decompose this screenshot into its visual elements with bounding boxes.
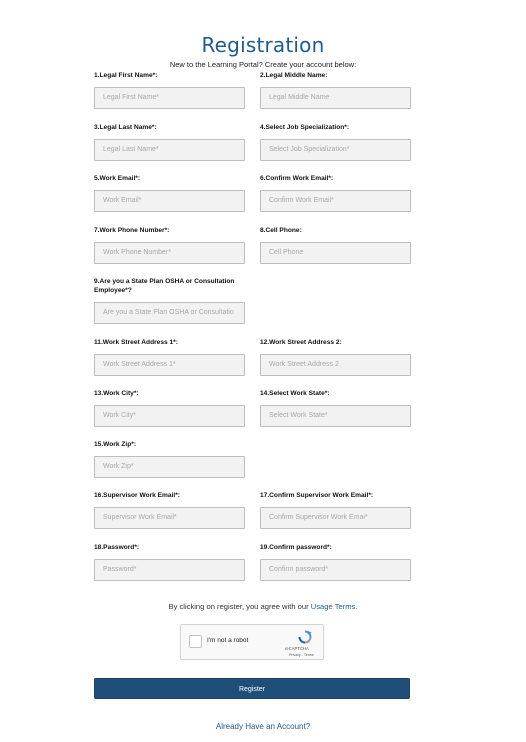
work-city-label: 13.Work City*:	[94, 390, 139, 397]
work-city-input[interactable]: Work City*	[94, 405, 245, 427]
work-state-label: 14.Select Work State*:	[260, 390, 330, 397]
already-have-account-link[interactable]: Already Have an Account?	[215, 722, 311, 731]
terms-notice	[0, 602, 526, 611]
street-address-2-label: 12.Work Street Address 2:	[260, 339, 342, 346]
register-button[interactable]: Register	[94, 678, 410, 699]
legal-last-name-input[interactable]: Legal Last Name*	[94, 139, 245, 161]
recaptcha-logo-icon	[297, 630, 313, 644]
recaptcha-privacy-terms[interactable]: Privacy - Terms	[289, 653, 314, 657]
osha-employee-select[interactable]: Are you a State Plan OSHA or Consultatio	[94, 302, 245, 324]
work-email-label: 5.Work Email*:	[94, 175, 141, 182]
recaptcha-checkbox[interactable]	[189, 635, 202, 648]
legal-middle-name-input[interactable]: Legal Middle Name	[260, 87, 411, 109]
cell-phone-label: 8.Cell Phone:	[260, 227, 302, 234]
terms-prefix: By clicking on register, you agree with our	[168, 602, 309, 611]
cell-phone-input[interactable]: Cell Phone	[260, 242, 411, 264]
confirm-work-email-label: 6.Confirm Work Email*:	[260, 175, 334, 182]
osha-employee-label-line1: 9.Are you a State Plan OSHA or Consultation	[94, 278, 235, 285]
street-address-1-input[interactable]: Work Street Address 1*	[94, 354, 245, 376]
legal-first-name-input[interactable]: Legal First Name*	[94, 87, 245, 109]
supervisor-email-input[interactable]: Supervisor Work Email*	[94, 507, 245, 529]
confirm-supervisor-email-label: 17.Confirm Supervisor Work Email*:	[260, 492, 374, 499]
work-state-select[interactable]: Select Work State*	[260, 405, 411, 427]
work-zip-input[interactable]: Work Zip*	[94, 456, 245, 478]
terms-suffix: .	[355, 602, 358, 611]
password-input[interactable]: Password*	[94, 559, 245, 581]
page-title: Registration	[201, 33, 325, 57]
work-phone-label: 7.Work Phone Number*:	[94, 227, 170, 234]
legal-first-name-label: 1.Legal First Name*:	[94, 72, 158, 79]
confirm-password-input[interactable]: Confirm password*	[260, 559, 411, 581]
confirm-work-email-input[interactable]: Confirm Work Email*	[260, 190, 411, 212]
legal-last-name-label: 3.Legal Last Name*:	[94, 124, 157, 131]
work-email-input[interactable]: Work Email*	[94, 190, 245, 212]
confirm-supervisor-email-input[interactable]: Confirm Supervisor Work Emai*	[260, 507, 411, 529]
work-phone-input[interactable]: Work Phone Number*	[94, 242, 245, 264]
recaptcha-label: I'm not a robot	[207, 637, 249, 644]
password-label: 18.Password*:	[94, 544, 140, 551]
supervisor-email-label: 16.Supervisor Work Email*:	[94, 492, 180, 499]
job-specialization-select[interactable]: Select Job Specialization*	[260, 139, 411, 161]
confirm-password-label: 19.Confirm password*:	[260, 544, 332, 551]
osha-employee-label-line2: Employee*?	[94, 287, 132, 294]
work-zip-label: 15.Work Zip*:	[94, 441, 137, 448]
usage-terms-link[interactable]: Usage Terms	[310, 602, 356, 611]
recaptcha-brand: reCAPTCHA	[285, 646, 309, 651]
street-address-2-input[interactable]: Work Street Address 2	[260, 354, 411, 376]
street-address-1-label: 11.Work Street Address 1*:	[94, 339, 178, 346]
job-specialization-label: 4.Select Job Specialization*:	[260, 124, 350, 131]
recaptcha-widget	[180, 624, 324, 660]
legal-middle-name-label: 2.Legal Middle Name:	[260, 72, 328, 79]
osha-employee-label	[94, 277, 234, 295]
page-subtitle: New to the Learning Portal? Create your account below:	[169, 60, 357, 69]
